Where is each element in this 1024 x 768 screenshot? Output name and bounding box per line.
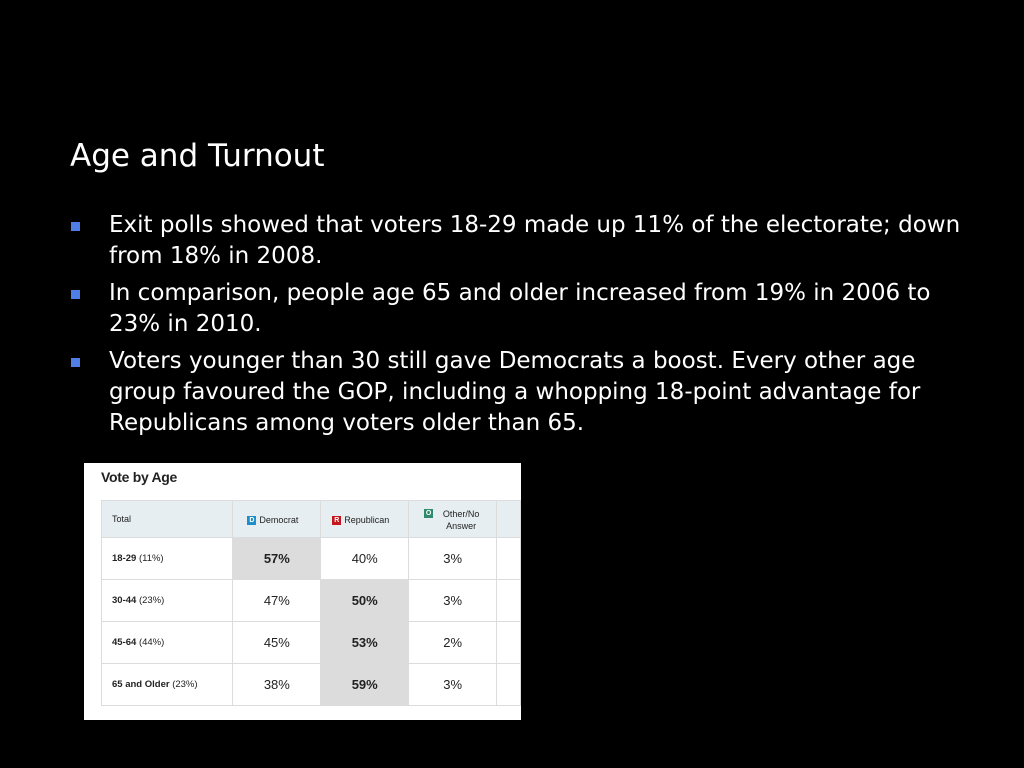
other-badge-icon: O	[425, 509, 432, 517]
bullet-text: Exit polls showed that voters 18-29 made up 11% of the electorate; down from 18% in 2008.	[109, 212, 961, 269]
row-label: 30-44 (23%)	[102, 580, 233, 622]
other-cell: 2%	[409, 622, 497, 664]
row-label: 45-64 (44%)	[102, 622, 233, 664]
republican-badge-icon: R	[334, 516, 340, 524]
democrat-cell: 47%	[233, 580, 321, 622]
table-title: Vote by Age	[101, 469, 178, 485]
header-total: Total	[102, 501, 233, 538]
square-bullet-icon	[71, 358, 80, 367]
spacer-cell	[497, 580, 521, 622]
header-republican-label: Republican	[344, 514, 390, 525]
table-row	[102, 538, 521, 580]
bullet-item	[70, 278, 970, 340]
republican-cell: 40%	[321, 538, 409, 580]
header-spacer	[497, 501, 521, 538]
row-label: 65 and Older (23%)	[102, 664, 233, 706]
bullet-text: In comparison, people age 65 and older increased from 19% in 2006 to 23% in 2010.	[109, 280, 931, 337]
other-cell: 3%	[409, 538, 497, 580]
slide-title: Age and Turnout	[70, 138, 325, 174]
table-row	[102, 664, 521, 706]
bullet-text: Voters younger than 30 still gave Democrats a boost. Every other age group favoured the GOP, including a whopping 18-point advantage for Republicans among voters older than 65.	[109, 348, 921, 436]
header-other-label: Other/No Answer	[442, 508, 480, 531]
other-cell: 3%	[409, 664, 497, 706]
republican-cell: 53%	[321, 622, 409, 664]
republican-cell: 50%	[321, 580, 409, 622]
democrat-cell: 57%	[233, 538, 321, 580]
table-row	[102, 580, 521, 622]
democrat-badge-icon: D	[249, 516, 255, 524]
table-row	[102, 622, 521, 664]
bullet-item	[70, 346, 970, 439]
square-bullet-icon	[71, 222, 80, 231]
vote-by-age-image	[84, 463, 521, 720]
header-democrat	[233, 501, 321, 538]
spacer-cell	[497, 538, 521, 580]
header-republican	[321, 501, 409, 538]
other-cell: 3%	[409, 580, 497, 622]
square-bullet-icon	[71, 290, 80, 299]
table-header-row	[102, 501, 521, 538]
row-label: 18-29 (11%)	[102, 538, 233, 580]
democrat-cell: 38%	[233, 664, 321, 706]
spacer-cell	[497, 664, 521, 706]
democrat-cell: 45%	[233, 622, 321, 664]
bullet-item	[70, 210, 970, 272]
header-other	[409, 501, 497, 538]
spacer-cell	[497, 622, 521, 664]
header-democrat-label: Democrat	[259, 514, 299, 525]
bullet-list	[70, 210, 970, 445]
republican-cell: 59%	[321, 664, 409, 706]
vote-by-age-table	[101, 500, 521, 706]
